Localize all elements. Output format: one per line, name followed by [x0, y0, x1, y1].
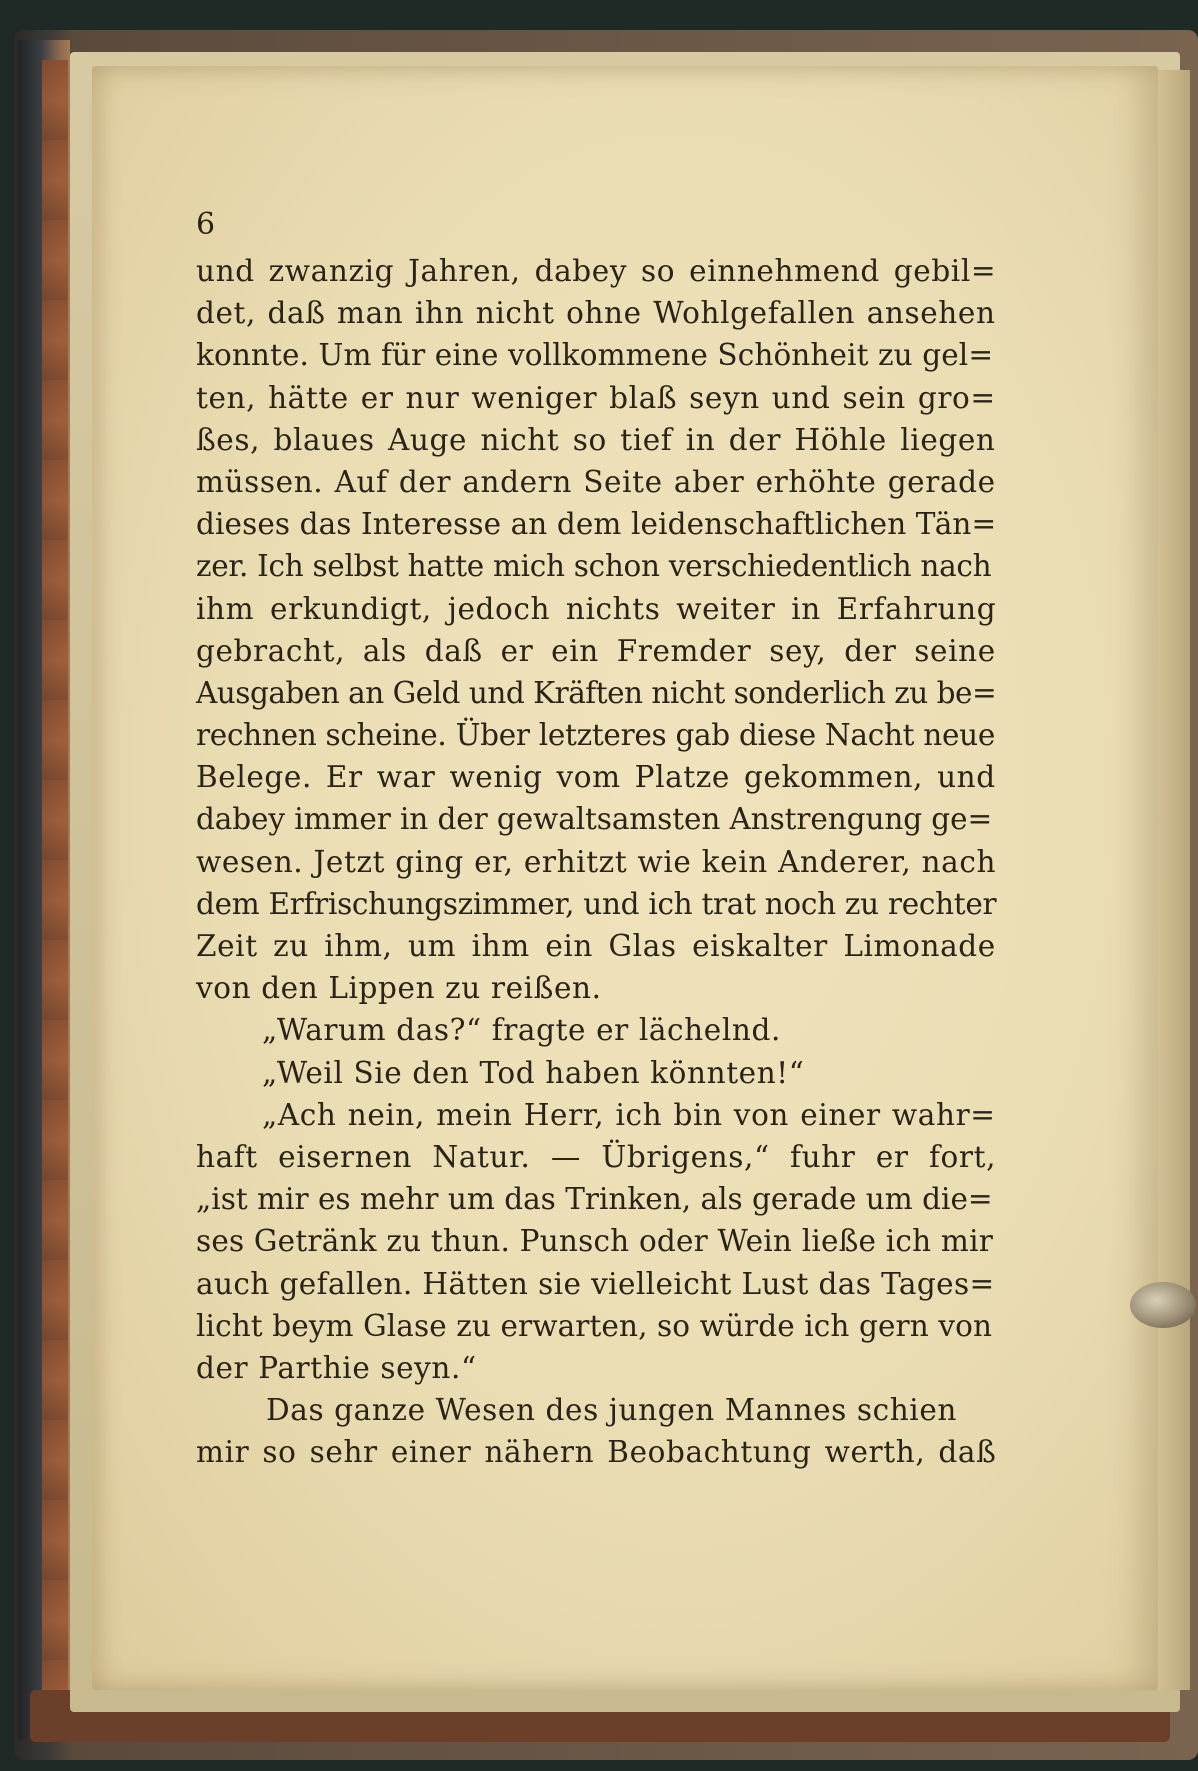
- text-line: Ausgaben an Geld und Kräften nicht sonderlich zu be=: [196, 675, 997, 710]
- text-line: und zwanzig Jahren, dabey so einnehmend gebil=: [196, 254, 997, 288]
- text-line: dieses das Interesse an dem leidenschaftlichen Tän=: [196, 507, 997, 542]
- text-line: zer. Ich selbst hatte mich schon verschiedentlich nach: [196, 549, 992, 584]
- leather-binding-strip: [42, 60, 68, 1700]
- text-line: ten, hätte er nur weniger blaß seyn und sein gro=: [196, 380, 996, 415]
- text-line: „Ach nein, mein Herr, ich bin von einer wahr=: [262, 1097, 996, 1132]
- text-line: haft eisernen Natur. — Übrigens,“ fuhr er fort,: [196, 1139, 997, 1174]
- text-line: „Weil Sie den Tod haben könnten!“: [262, 1055, 805, 1090]
- text-line: „ist mir es mehr um das Trinken, als gerade um die=: [196, 1182, 993, 1217]
- page-number: 6: [196, 207, 216, 242]
- text-line: konnte. Um für eine vollkommene Schönheit zu gel=: [196, 338, 994, 373]
- text-line: dem Erfrischungszimmer, und ich trat noch zu rechter: [196, 886, 997, 921]
- body-text: [196, 250, 996, 1473]
- metal-clasp-icon: [1130, 1282, 1196, 1328]
- text-line: Zeit zu ihm, um ihm ein Glas eiskalter Limonade: [196, 929, 996, 963]
- text-line: licht beym Glase zu erwarten, so würde ich gern von: [196, 1308, 993, 1343]
- text-line: ses Getränk zu thun. Punsch oder Wein ließe ich mir: [196, 1224, 994, 1259]
- text-line: „Warum das?“ fragte er lächelnd.: [262, 1013, 781, 1048]
- text-line: auch gefallen. Hätten sie vielleicht Lust das Tages=: [196, 1266, 995, 1301]
- text-line: Das ganze Wesen des jungen Mannes schien: [266, 1393, 957, 1428]
- text-line: det, daß man ihn nicht ohne Wohlgefallen ansehen: [196, 296, 996, 331]
- text-line: müssen. Auf der andern Seite aber erhöhte gerade: [196, 464, 996, 499]
- text-line: wesen. Jetzt ging er, erhitzt wie kein Anderer, nach: [196, 844, 997, 879]
- text-line: rechnen scheine. Über letzteres gab diese Nacht neue: [196, 718, 995, 753]
- text-line: von den Lippen zu reißen.: [196, 971, 602, 1006]
- text-line: gebracht, als daß er ein Fremder sey, der seine: [196, 633, 996, 668]
- text-line: ßes, blaues Auge nicht so tief in der Höhle liegen: [196, 422, 996, 457]
- text-line: ihm erkundigt, jedoch nichts weiter in Erfahrung: [196, 591, 997, 626]
- text-line: mir so sehr einer nähern Beobachtung werth, daß: [196, 1435, 997, 1470]
- text-line: Belege. Er war wenig vom Platze gekommen, und: [196, 760, 996, 795]
- text-line: der Parthie seyn.“: [196, 1350, 477, 1385]
- text-line: dabey immer in der gewaltsamsten Anstrengung ge=: [196, 802, 993, 837]
